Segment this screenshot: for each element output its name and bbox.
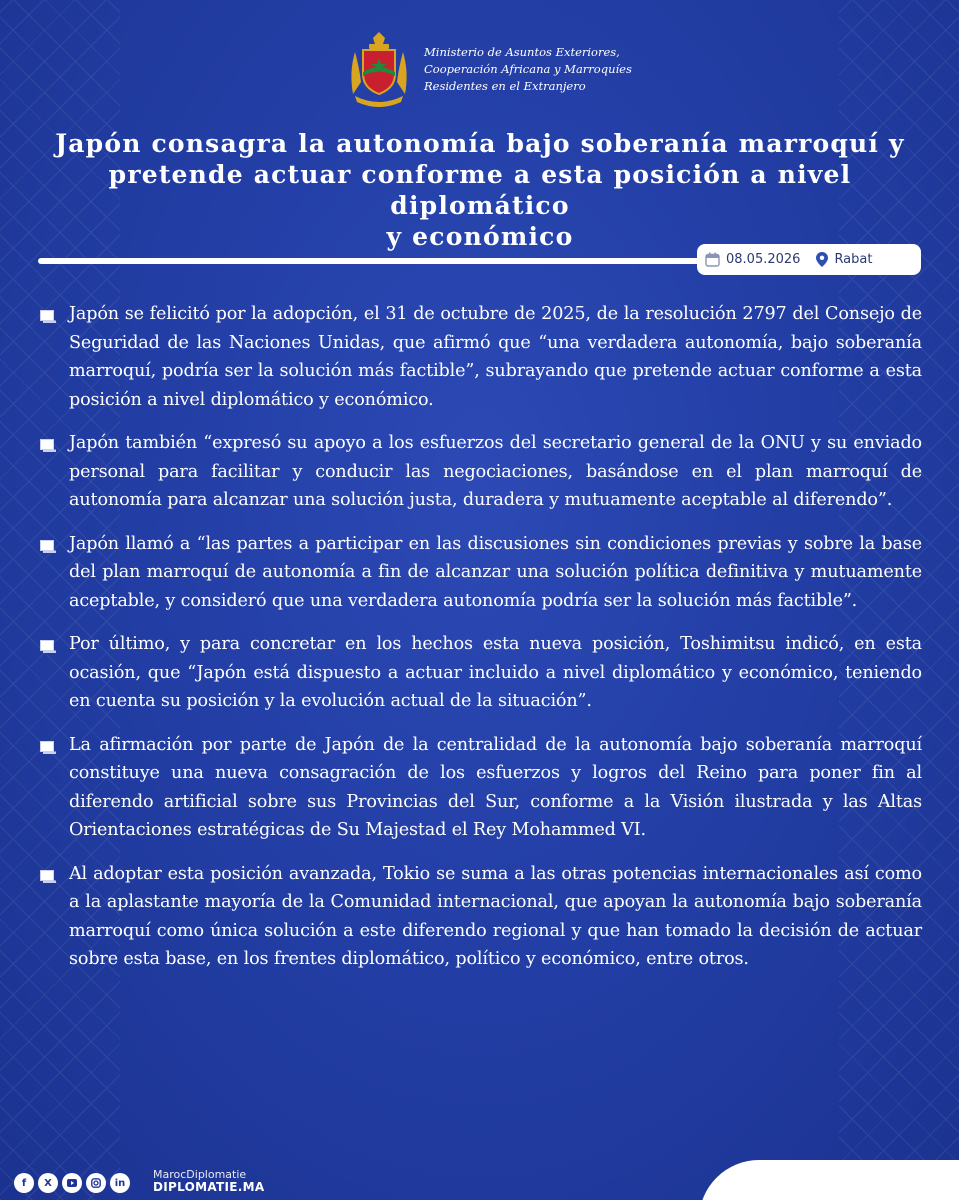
- youtube-icon[interactable]: [62, 1173, 82, 1193]
- title-divider: [38, 258, 723, 264]
- list-item: [38, 731, 922, 845]
- ministry-line-3: Residentes en el Extranjero: [424, 79, 586, 93]
- date-location-badge: [697, 244, 921, 275]
- list-item: [38, 300, 922, 414]
- publish-date: 08.05.2026: [726, 252, 801, 267]
- list-item: [38, 429, 922, 515]
- ministry-line-2: Cooperación Africana y Marroquíes: [424, 62, 632, 76]
- bullet-icon: [40, 540, 56, 553]
- header: [0, 30, 959, 110]
- social-links: [14, 1173, 130, 1193]
- website-link[interactable]: DIPLOMATIE.MA: [153, 1180, 265, 1194]
- calendar-icon: [705, 252, 720, 267]
- footer: [0, 1160, 959, 1200]
- article-body: [38, 300, 922, 989]
- paragraph-text: Al adoptar esta posición avanzada, Tokio se suma a las otras potencias internacionales así como a la aplastante mayoría de la Comunidad internacional, que apoyan la autonomía bajo soberanía marroquí como única solución a este diferendo regional y que han tomado la decisión de actuar sobre esta base, en los frentes diplomático, político y económico, entre otros.: [69, 863, 922, 969]
- linkedin-icon[interactable]: in: [110, 1173, 130, 1193]
- footer-decoration: [699, 1160, 959, 1200]
- title-line-1: Japón consagra la autonomía bajo soberanía marroquí y: [55, 129, 905, 158]
- list-item: [38, 860, 922, 974]
- footer-branding: [153, 1168, 264, 1194]
- title-line-2: pretende actuar conforme a esta posición a nivel diplomático: [108, 160, 852, 220]
- paragraph-text: Japón también “expresó su apoyo a los esfuerzos del secretario general de la ONU y su enviado personal para facilitar y conducir las negociaciones, basándose en el plan marroquí de autonomía para alcanzar una solución justa, duradera y mutuamente aceptable al diferendo”.: [69, 433, 922, 510]
- bullet-icon: [40, 439, 56, 452]
- bullet-icon: [40, 741, 56, 754]
- list-item: [38, 530, 922, 616]
- page-title: [40, 128, 920, 252]
- paragraph-text: La afirmación por parte de Japón de la centralidad de la autonomía bajo soberanía marroquí constituye una nueva consagración de los esfuerzos y logros del Reino para poner fin al diferendo artificial sobre sus Provincias del Sur, conforme a la Visión ilustrada y las Altas Orientaciones estratégicas de Su Majestad el Rey Mohammed VI.: [69, 734, 922, 840]
- paragraph-text: Japón llamó a “las partes a participar en las discusiones sin condiciones previas y sobre la base del plan marroquí de autonomía a fin de alcanzar una solución política definitiva y mutuamente aceptable, y consideró que una verdadera autonomía podría ser la solución más factible”.: [69, 533, 922, 611]
- paragraph-text: Por último, y para concretar en los hechos esta nueva posición, Toshimitsu indicó, en esta ocasión, que “Japón está dispuesto a actuar incluido a nivel diplomático y económico, teniendo en cuenta su posición y la evolución actual de la situación”.: [69, 634, 922, 711]
- title-line-3: y económico: [386, 222, 574, 251]
- paragraph-text: Japón se felicitó por la adopción, el 31 de octubre de 2025, de la resolución 2797 del Consejo de Seguridad de las Naciones Unidas, que afirmó que “una verdadera autonomía, bajo soberanía marroquí, podría ser la solución más factible”, subrayando que pretende actuar conforme a esta posición a nivel diplomático y económico.: [69, 304, 922, 410]
- bullet-icon: [40, 310, 56, 323]
- x-icon[interactable]: X: [38, 1173, 58, 1193]
- bullet-icon: [40, 640, 56, 653]
- coat-of-arms-emblem-icon: [345, 32, 413, 108]
- facebook-icon[interactable]: f: [14, 1173, 34, 1193]
- list-item: [38, 630, 922, 716]
- instagram-icon[interactable]: [86, 1173, 106, 1193]
- ministry-name: [424, 44, 632, 95]
- location-pin-icon: [816, 252, 828, 267]
- social-handle[interactable]: MarocDiplomatie: [153, 1168, 247, 1181]
- bullet-icon: [40, 870, 56, 883]
- ministry-line-1: Ministerio de Asuntos Exteriores,: [424, 45, 620, 59]
- publish-location: Rabat: [834, 252, 873, 267]
